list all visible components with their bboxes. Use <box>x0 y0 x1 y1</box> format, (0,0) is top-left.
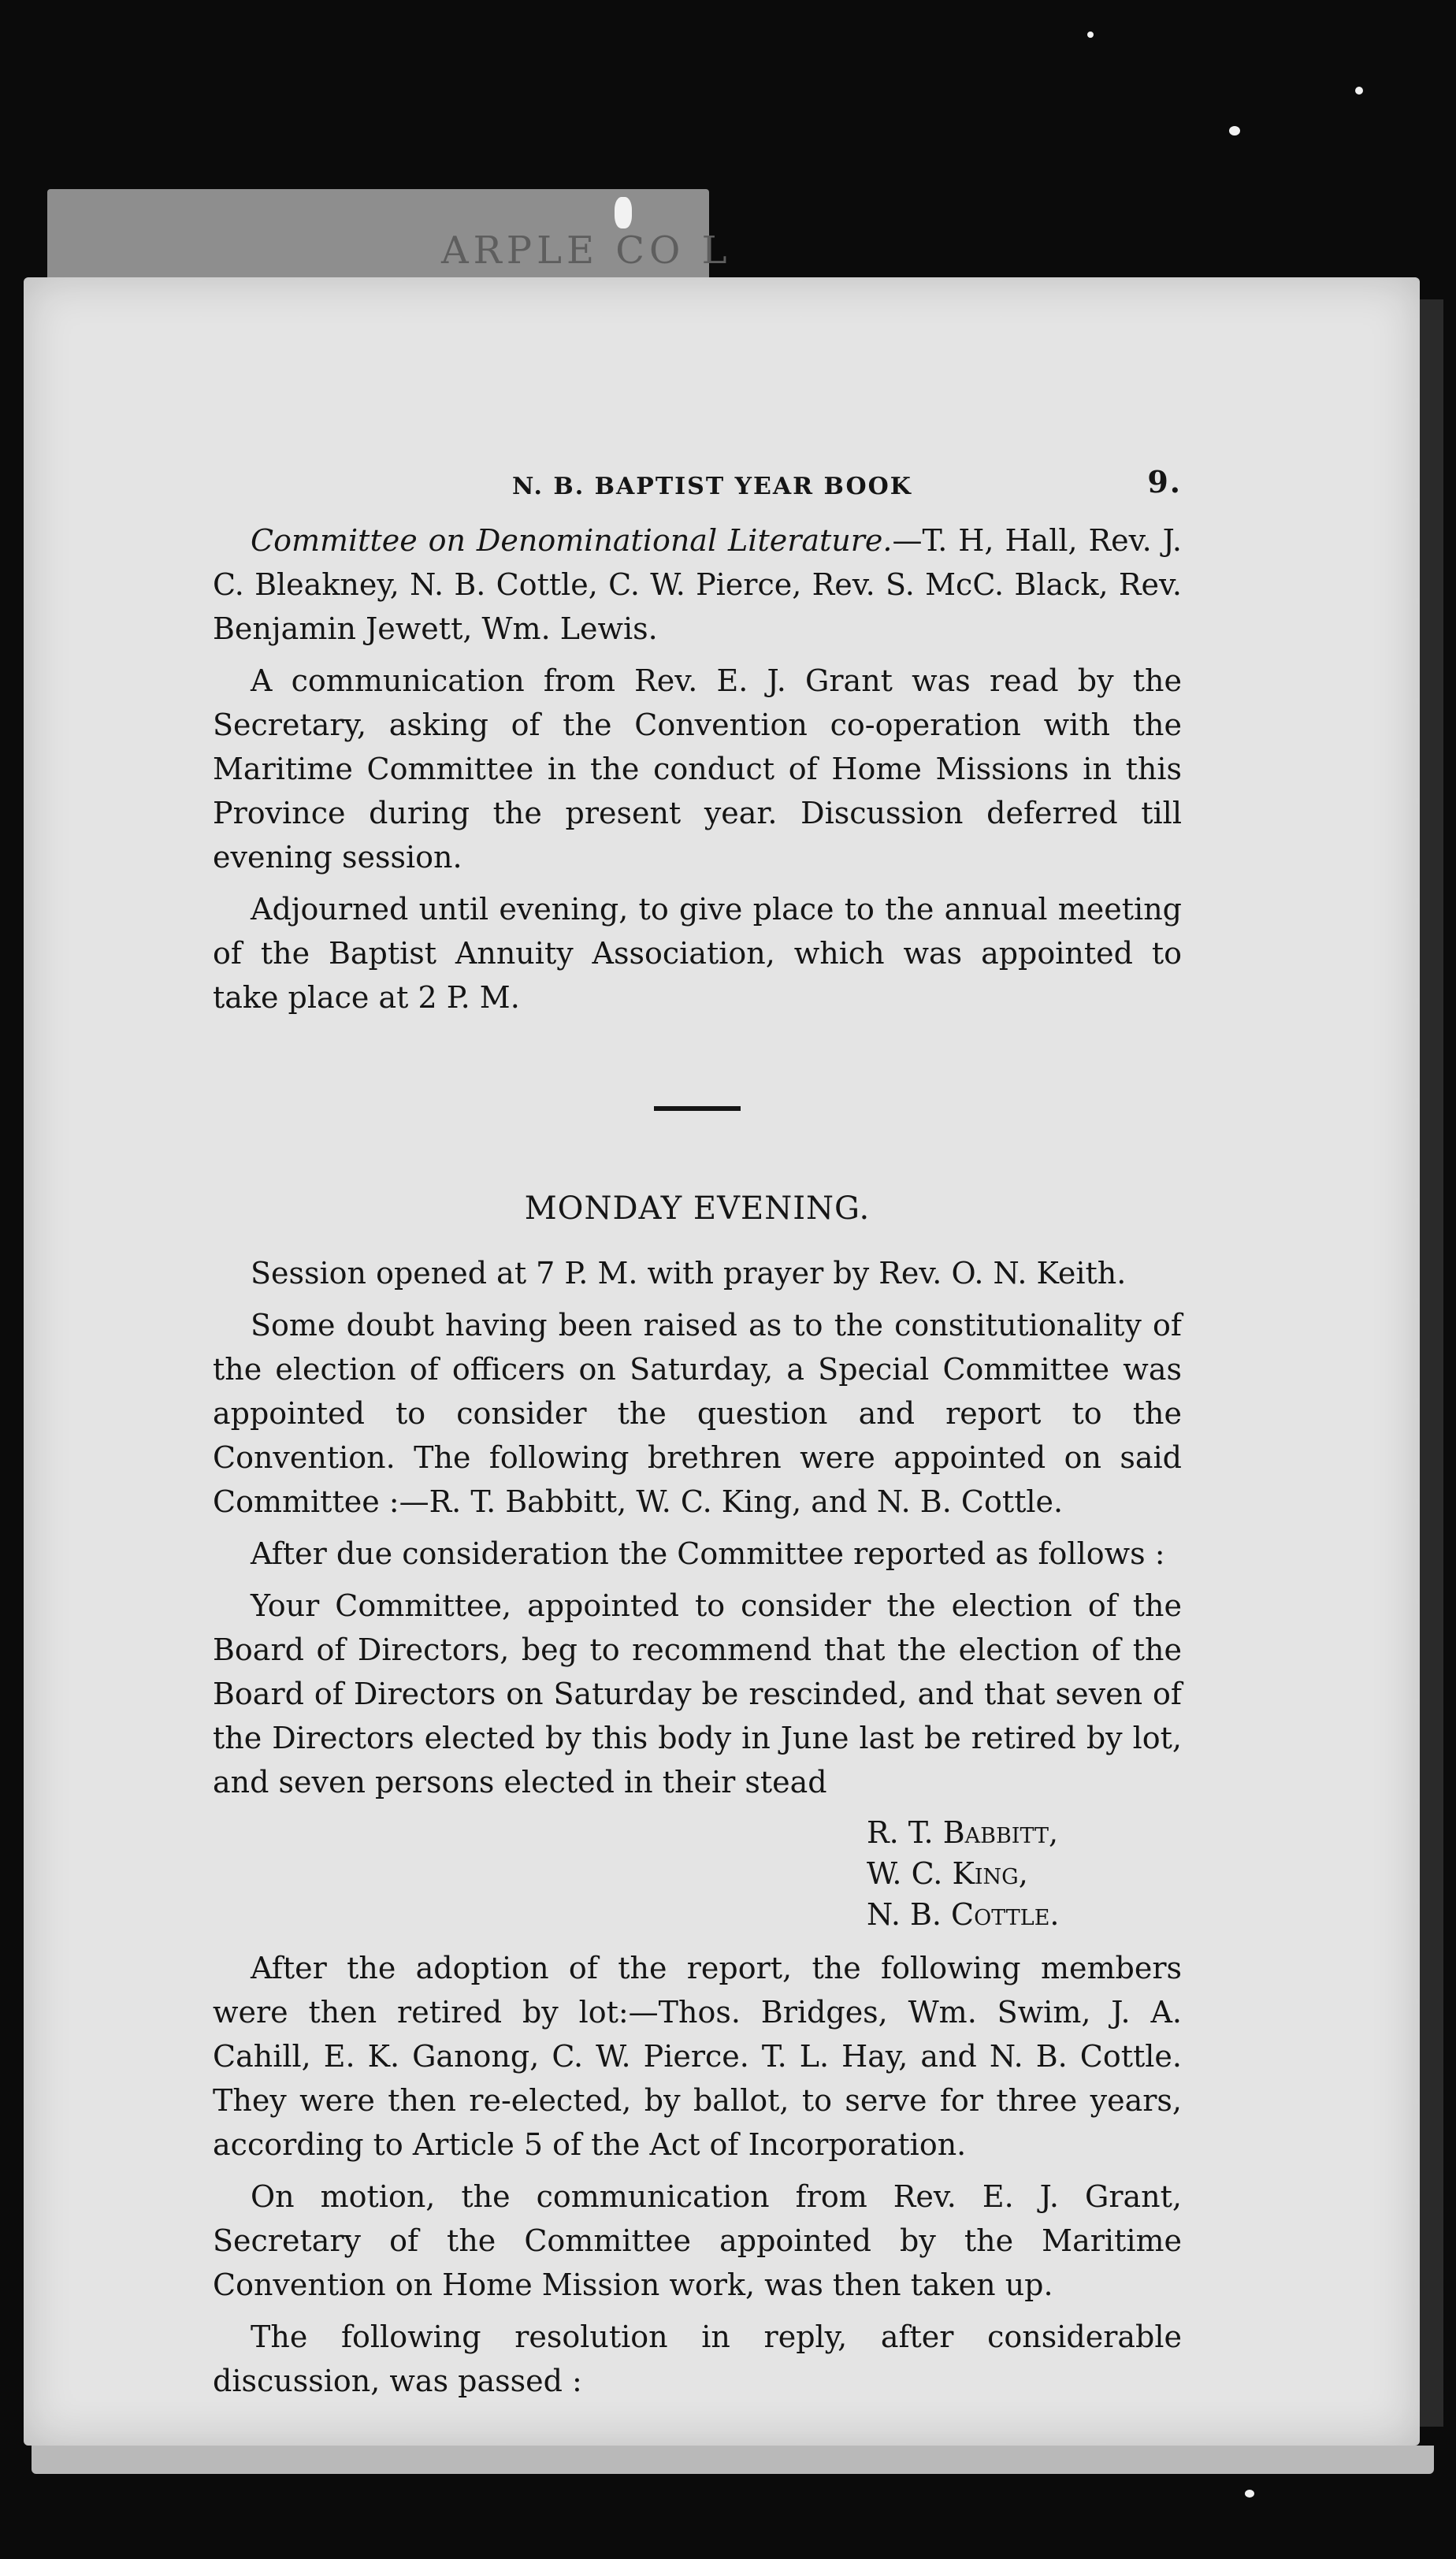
signature-king: W. C. King, <box>867 1856 1028 1891</box>
book-edge-bottom <box>32 2446 1434 2474</box>
running-head <box>213 457 1182 504</box>
signature-cottle: N. B. Cottle. <box>867 1897 1060 1932</box>
back-page-text: ARPLE CO L <box>441 228 732 273</box>
page-content <box>213 457 1182 2411</box>
paragraph-communication: A communication from Rev. E. J. Grant was read by the Secretary, asking of the Convention co-operation with the Maritime Committee in the conduct of Home Missions in this Province during the present year. Discussion deferred till evening session. <box>213 663 1182 875</box>
paragraph-adjourned: Adjourned until evening, to give place to the annual meeting of the Baptist Annuity Association, which was appointed to take place at 2 P. M. <box>213 892 1182 1015</box>
paragraph-committee <box>213 518 1182 651</box>
page-number: 9. <box>1147 464 1182 500</box>
paragraph-report-text: Your Committee, appointed to consider the election of the Board of Directors, beg to recommend that the election of the Board of Directors on Saturday be rescinded, and that seven of the Directors elected by this body in June last be retired by lot, and seven persons elected in their stead <box>213 1588 1182 1799</box>
dust-speck <box>615 197 632 228</box>
section-heading: MONDAY EVENING. <box>524 1190 871 1227</box>
paragraph-special-committee: Some doubt having been raised as to the constitutionality of the election of officers on Saturday, a Special Committee was appointed to consider the question and report to the Convention. The following brethren were appointed on said Committee :—R. T. Babbitt, W. C. King, and N. B. Cottle. <box>213 1308 1182 1519</box>
running-head-title: N. B. BAPTIST YEAR BOOK <box>512 473 912 500</box>
committee-heading: Committee on Denominational Literature. <box>251 523 893 558</box>
book-edge-right <box>1420 299 1443 2427</box>
paragraph-resolution: The following resolution in reply, after considerable discussion, was passed : <box>213 2319 1182 2398</box>
paragraph-motion: On motion, the communication from Rev. E. J. Grant, Secretary of the Committee appointed by the Maritime Convention on Home Mission work, was then taken up. <box>213 2179 1182 2302</box>
dust-speck <box>1087 32 1094 38</box>
signatures-block <box>867 1812 1182 1935</box>
committee-members: —T. H, Hall, Rev. J. C. Bleakney, N. B. Cottle, C. W. Pierce, Rev. S. McC. Black, Rev. Benjamin Jewett, Wm. Lewis. <box>213 523 1182 646</box>
dust-speck <box>1229 126 1240 136</box>
dust-speck <box>1355 87 1363 95</box>
paragraph-retired-by-lot: After the adoption of the report, the following members were then retired by lot:—Thos. Bridges, Wm. Swim, J. A. Cahill, E. K. Ganong, C. W. Pierce. T. L. Hay, and N. B. Cottle. They were then re-elected, by ballot, to serve for three years, according to Article 5 of the Act of Incorporation. <box>213 1951 1182 2162</box>
paragraph-committee-reported: After due consideration the Committee reported as follows : <box>251 1536 1165 1571</box>
section-divider <box>654 1106 741 1111</box>
paragraph-session-opened: Session opened at 7 P. M. with prayer by Rev. O. N. Keith. <box>251 1256 1127 1291</box>
signature-babbitt: R. T. Babbitt, <box>867 1815 1059 1850</box>
dust-speck <box>1245 2490 1254 2498</box>
